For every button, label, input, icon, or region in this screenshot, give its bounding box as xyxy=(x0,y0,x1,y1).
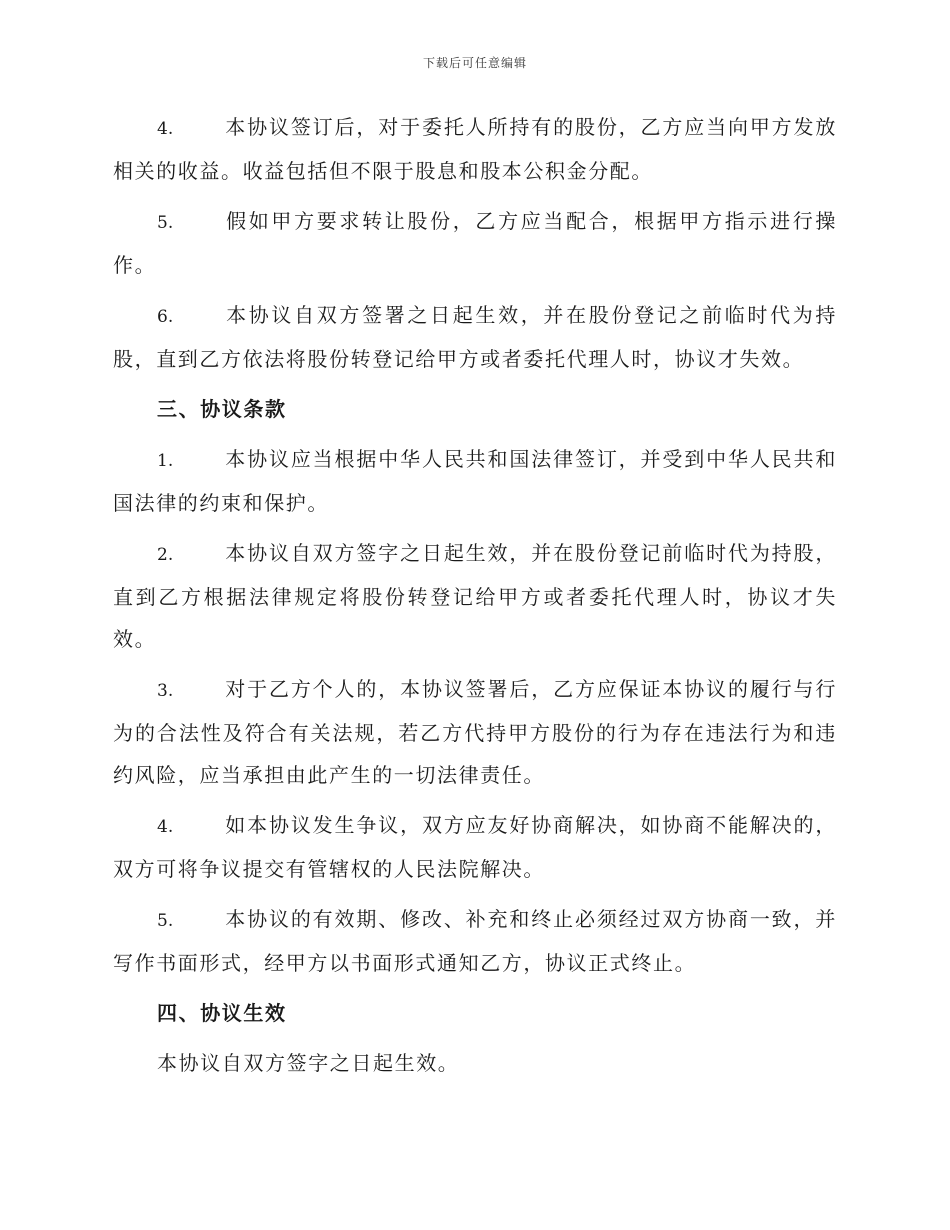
clause-item xyxy=(113,438,837,524)
section-heading: 三、协议条款 xyxy=(157,397,287,421)
clause-text: 如本协议发生争议，双方应友好协商解决，如协商不能解决的，双方可将争议提交有管辖权的人民法院解决。 xyxy=(113,813,837,881)
clause-number: 4. xyxy=(157,119,174,139)
clause-number: 5. xyxy=(157,213,174,233)
clause-text: 本协议的有效期、修改、补充和终止必须经过双方协商一致，并写作书面形式，经甲方以书面形式通知乙方，协议正式终止。 xyxy=(113,907,837,975)
clause-item xyxy=(113,294,837,380)
effective-statement: 本协议自双方签字之日起生效。 xyxy=(157,1051,460,1075)
clause-item xyxy=(113,668,837,796)
clause-item xyxy=(113,898,837,984)
header-note: 下载后可任意编辑 xyxy=(422,56,527,70)
section-heading: 四、协议生效 xyxy=(157,1001,287,1025)
clause-number: 2. xyxy=(157,545,174,565)
clause-number: 6. xyxy=(157,307,174,327)
clause-number: 4. xyxy=(157,817,174,837)
clause-number: 3. xyxy=(157,681,174,701)
clause-item xyxy=(113,532,837,660)
clause-text: 对于乙方个人的，本协议签署后，乙方应保证本协议的履行与行为的合法性及符合有关法规，若乙方代持甲方股份的行为存在违法行为和违约风险，应当承担由此产生的一切法律责任。 xyxy=(113,677,837,787)
clause-number: 5. xyxy=(157,911,174,931)
document-body xyxy=(113,106,837,1084)
clause-text: 假如甲方要求转让股份，乙方应当配合，根据甲方指示进行操作。 xyxy=(113,209,837,277)
clause-item xyxy=(113,106,837,192)
clause-text: 本协议自双方签署之日起生效，并在股份登记之前临时代为持股，直到乙方依法将股份转登记给甲方或者委托代理人时，协议才失效。 xyxy=(113,303,837,371)
clause-text: 本协议签订后，对于委托人所持有的股份，乙方应当向甲方发放相关的收益。收益包括但不限于股息和股本公积金分配。 xyxy=(113,115,837,183)
clause-item xyxy=(113,200,837,286)
clause-number: 1. xyxy=(157,451,174,471)
clause-item xyxy=(113,804,837,890)
clause-text: 本协议自双方签字之日起生效，并在股份登记前临时代为持股，直到乙方根据法律规定将股份转登记给甲方或者委托代理人时，协议才失效。 xyxy=(113,541,837,651)
clause-text: 本协议应当根据中华人民共和国法律签订，并受到中华人民共和国法律的约束和保护。 xyxy=(113,447,837,515)
